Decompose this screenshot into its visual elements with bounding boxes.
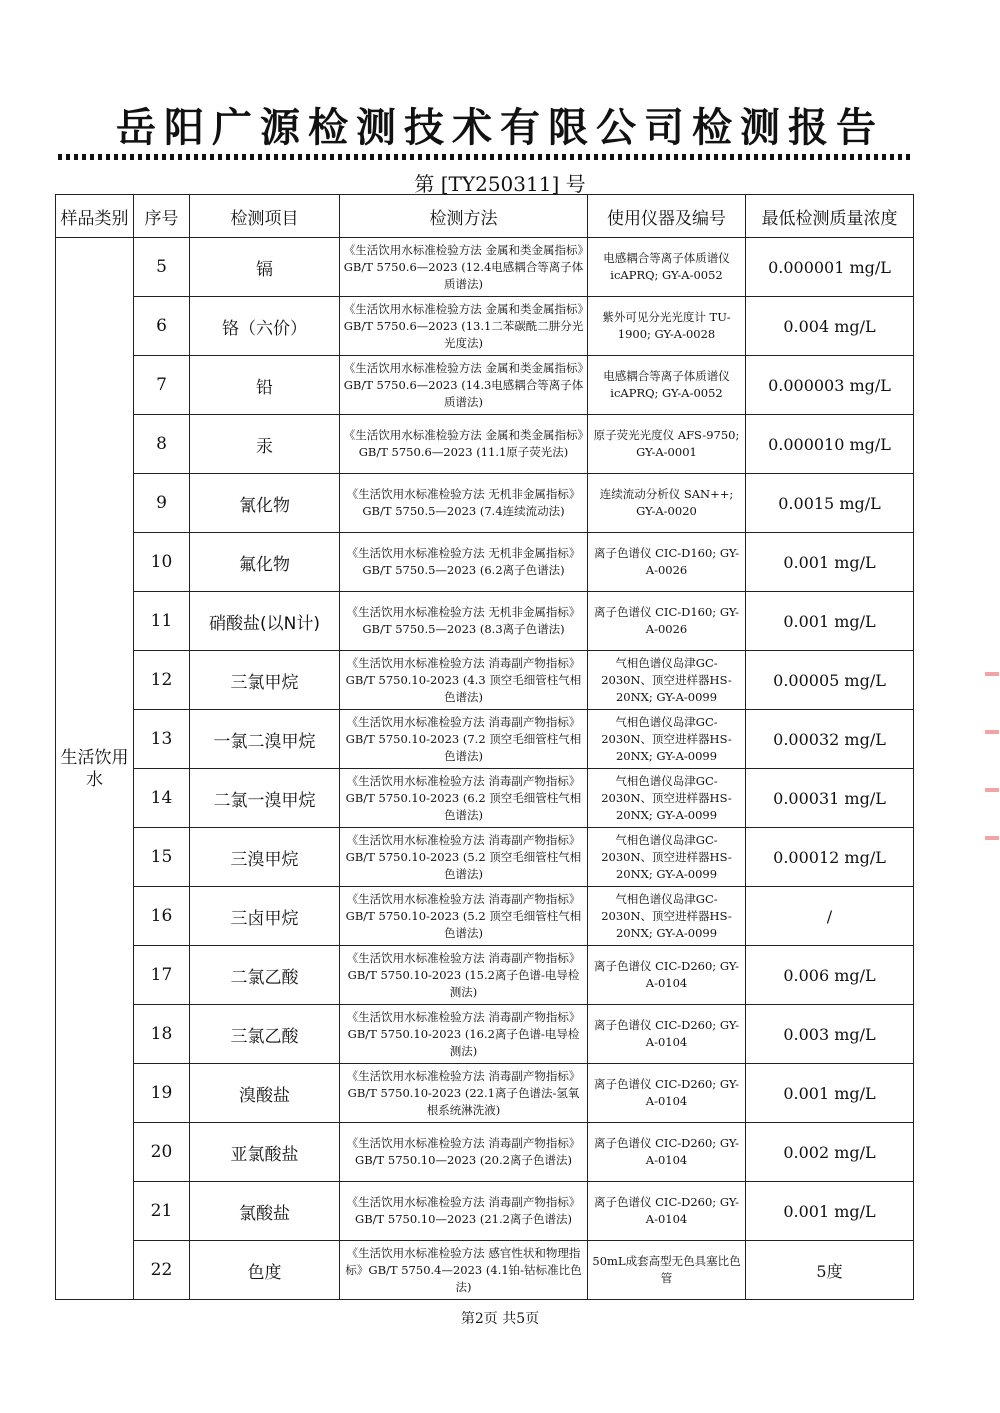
- table-row: [56, 1182, 914, 1241]
- table-header-row: [56, 195, 914, 238]
- row-instrument: 离子色谱仪 CIC-D260; GY-A-0104: [588, 946, 746, 1005]
- row-instrument: 气相色谱仪岛津GC-2030N、顶空进样器HS-20NX; GY-A-0099: [588, 769, 746, 828]
- row-instrument: 离子色谱仪 CIC-D160; GY-A-0026: [588, 533, 746, 592]
- row-limit: /: [746, 887, 914, 946]
- row-method: 《生活饮用水标准检验方法 消毒副产物指标》GB/T 5750.10-2023 (16.2离子色谱-电导检测法): [340, 1005, 588, 1064]
- row-limit: 0.00032 mg/L: [746, 710, 914, 769]
- results-table: [55, 194, 914, 1300]
- row-item: 二氯一溴甲烷: [190, 769, 340, 828]
- table-row: [56, 1241, 914, 1300]
- row-limit: 0.001 mg/L: [746, 1064, 914, 1123]
- table-row: [56, 651, 914, 710]
- row-no: 15: [134, 828, 190, 887]
- table-row: [56, 474, 914, 533]
- row-limit: 0.000001 mg/L: [746, 238, 914, 297]
- row-item: 溴酸盐: [190, 1064, 340, 1123]
- row-no: 10: [134, 533, 190, 592]
- row-limit: 0.00012 mg/L: [746, 828, 914, 887]
- report-number: 第 [TY250311] 号: [414, 172, 586, 196]
- row-method: 《生活饮用水标准检验方法 无机非金属指标》GB/T 5750.5—2023 (8.3离子色谱法): [340, 592, 588, 651]
- row-method: 《生活饮用水标准检验方法 金属和类金属指标》GB/T 5750.6—2023 (12.4电感耦合等离子体质谱法): [340, 238, 588, 297]
- column-header-limit: 最低检测质量浓度: [746, 195, 914, 238]
- row-method: 《生活饮用水标准检验方法 金属和类金属指标》GB/T 5750.6—2023 (13.1二苯碳酰二肼分光光度法): [340, 297, 588, 356]
- row-method: 《生活饮用水标准检验方法 消毒副产物指标》GB/T 5750.10-2023 (4.3 顶空毛细管柱气相色谱法): [340, 651, 588, 710]
- row-item: 铅: [190, 356, 340, 415]
- row-method: 《生活饮用水标准检验方法 金属和类金属指标》GB/T 5750.6—2023 (14.3电感耦合等离子体质谱法): [340, 356, 588, 415]
- report-title: 岳阳广源检测技术有限公司检测报告: [116, 105, 884, 151]
- table-row: [56, 946, 914, 1005]
- row-instrument: 离子色谱仪 CIC-D260; GY-A-0104: [588, 1182, 746, 1241]
- row-instrument: 离子色谱仪 CIC-D260; GY-A-0104: [588, 1064, 746, 1123]
- column-header-category: 样品类别: [56, 195, 134, 238]
- row-no: 16: [134, 887, 190, 946]
- row-no: 11: [134, 592, 190, 651]
- row-no: 6: [134, 297, 190, 356]
- row-instrument: 电感耦合等离子体质谱仪icAPRQ; GY-A-0052: [588, 356, 746, 415]
- row-method: 《生活饮用水标准检验方法 无机非金属指标》GB/T 5750.5—2023 (7.4连续流动法): [340, 474, 588, 533]
- table-row: [56, 1005, 914, 1064]
- row-limit: 0.0015 mg/L: [746, 474, 914, 533]
- dotted-divider: [58, 154, 912, 160]
- row-method: 《生活饮用水标准检验方法 消毒副产物指标》GB/T 5750.10-2023 (22.1离子色谱法-氢氧根系统淋洗液): [340, 1064, 588, 1123]
- row-limit: 0.000003 mg/L: [746, 356, 914, 415]
- row-instrument: 原子荧光光度仪 AFS-9750; GY-A-0001: [588, 415, 746, 474]
- column-header-item: 检测项目: [190, 195, 340, 238]
- row-item: 氰化物: [190, 474, 340, 533]
- row-limit: 0.003 mg/L: [746, 1005, 914, 1064]
- row-item: 二氯乙酸: [190, 946, 340, 1005]
- row-item: 三氯甲烷: [190, 651, 340, 710]
- row-method: 《生活饮用水标准检验方法 消毒副产物指标》GB/T 5750.10-2023 (5.2 顶空毛细管柱气相色谱法): [340, 828, 588, 887]
- sample-category: 生活饮用水: [56, 238, 134, 1300]
- table-row: [56, 710, 914, 769]
- row-item: 汞: [190, 415, 340, 474]
- row-item: 氯酸盐: [190, 1182, 340, 1241]
- row-limit: 0.00031 mg/L: [746, 769, 914, 828]
- row-limit: 0.006 mg/L: [746, 946, 914, 1005]
- row-method: 《生活饮用水标准检验方法 感官性状和物理指标》GB/T 5750.4—2023 (4.1铂-钴标准比色法): [340, 1241, 588, 1300]
- red-stamp-mark: [985, 730, 999, 734]
- red-stamp-mark: [985, 788, 999, 792]
- table-row: [56, 828, 914, 887]
- row-instrument: 离子色谱仪 CIC-D260; GY-A-0104: [588, 1123, 746, 1182]
- row-item: 硝酸盐(以N计): [190, 592, 340, 651]
- row-item: 三溴甲烷: [190, 828, 340, 887]
- row-no: 19: [134, 1064, 190, 1123]
- row-instrument: 连续流动分析仪 SAN++; GY-A-0020: [588, 474, 746, 533]
- row-no: 8: [134, 415, 190, 474]
- red-stamp-mark: [985, 836, 999, 840]
- column-header-no: 序号: [134, 195, 190, 238]
- row-limit: 0.000010 mg/L: [746, 415, 914, 474]
- row-instrument: 50mL成套高型无色具塞比色管: [588, 1241, 746, 1300]
- table-row: [56, 415, 914, 474]
- row-no: 18: [134, 1005, 190, 1064]
- row-limit: 0.00005 mg/L: [746, 651, 914, 710]
- row-item: 一氯二溴甲烷: [190, 710, 340, 769]
- row-item: 三卤甲烷: [190, 887, 340, 946]
- table-row: [56, 238, 914, 297]
- row-no: 17: [134, 946, 190, 1005]
- row-instrument: 离子色谱仪 CIC-D260; GY-A-0104: [588, 1005, 746, 1064]
- row-item: 镉: [190, 238, 340, 297]
- row-limit: 0.001 mg/L: [746, 592, 914, 651]
- row-method: 《生活饮用水标准检验方法 消毒副产物指标》GB/T 5750.10—2023 (20.2离子色谱法): [340, 1123, 588, 1182]
- row-instrument: 紫外可见分光光度计 TU-1900; GY-A-0028: [588, 297, 746, 356]
- row-instrument: 电感耦合等离子体质谱仪icAPRQ; GY-A-0052: [588, 238, 746, 297]
- row-no: 14: [134, 769, 190, 828]
- row-no: 21: [134, 1182, 190, 1241]
- row-method: 《生活饮用水标准检验方法 消毒副产物指标》GB/T 5750.10-2023 (6.2 顶空毛细管柱气相色谱法): [340, 769, 588, 828]
- table-row: [56, 887, 914, 946]
- column-header-instrument: 使用仪器及编号: [588, 195, 746, 238]
- row-no: 13: [134, 710, 190, 769]
- row-method: 《生活饮用水标准检验方法 消毒副产物指标》GB/T 5750.10—2023 (21.2离子色谱法): [340, 1182, 588, 1241]
- row-method: 《生活饮用水标准检验方法 消毒副产物指标》GB/T 5750.10-2023 (15.2离子色谱-电导检测法): [340, 946, 588, 1005]
- row-no: 9: [134, 474, 190, 533]
- table-row: [56, 1123, 914, 1182]
- row-limit: 0.004 mg/L: [746, 297, 914, 356]
- row-item: 亚氯酸盐: [190, 1123, 340, 1182]
- red-stamp-mark: [985, 672, 999, 676]
- row-method: 《生活饮用水标准检验方法 金属和类金属指标》GB/T 5750.6—2023 (11.1原子荧光法): [340, 415, 588, 474]
- row-no: 12: [134, 651, 190, 710]
- column-header-method: 检测方法: [340, 195, 588, 238]
- row-method: 《生活饮用水标准检验方法 消毒副产物指标》GB/T 5750.10-2023 (5.2 顶空毛细管柱气相色谱法): [340, 887, 588, 946]
- row-instrument: 气相色谱仪岛津GC-2030N、顶空进样器HS-20NX; GY-A-0099: [588, 710, 746, 769]
- row-limit: 0.001 mg/L: [746, 533, 914, 592]
- table-row: [56, 769, 914, 828]
- row-no: 5: [134, 238, 190, 297]
- table-row: [56, 592, 914, 651]
- row-no: 22: [134, 1241, 190, 1300]
- row-no: 20: [134, 1123, 190, 1182]
- row-instrument: 气相色谱仪岛津GC-2030N、顶空进样器HS-20NX; GY-A-0099: [588, 887, 746, 946]
- row-instrument: 离子色谱仪 CIC-D160; GY-A-0026: [588, 592, 746, 651]
- row-method: 《生活饮用水标准检验方法 消毒副产物指标》GB/T 5750.10-2023 (7.2 顶空毛细管柱气相色谱法): [340, 710, 588, 769]
- row-limit: 5度: [746, 1241, 914, 1300]
- row-no: 7: [134, 356, 190, 415]
- page-footer: 第2页 共5页: [460, 1311, 540, 1327]
- row-limit: 0.001 mg/L: [746, 1182, 914, 1241]
- row-item: 色度: [190, 1241, 340, 1300]
- row-instrument: 气相色谱仪岛津GC-2030N、顶空进样器HS-20NX; GY-A-0099: [588, 651, 746, 710]
- table-row: [56, 297, 914, 356]
- table-row: [56, 356, 914, 415]
- row-limit: 0.002 mg/L: [746, 1123, 914, 1182]
- row-method: 《生活饮用水标准检验方法 无机非金属指标》GB/T 5750.5—2023 (6.2离子色谱法): [340, 533, 588, 592]
- table-row: [56, 533, 914, 592]
- row-instrument: 气相色谱仪岛津GC-2030N、顶空进样器HS-20NX; GY-A-0099: [588, 828, 746, 887]
- row-item: 三氯乙酸: [190, 1005, 340, 1064]
- row-item: 氟化物: [190, 533, 340, 592]
- row-item: 铬（六价）: [190, 297, 340, 356]
- table-row: [56, 1064, 914, 1123]
